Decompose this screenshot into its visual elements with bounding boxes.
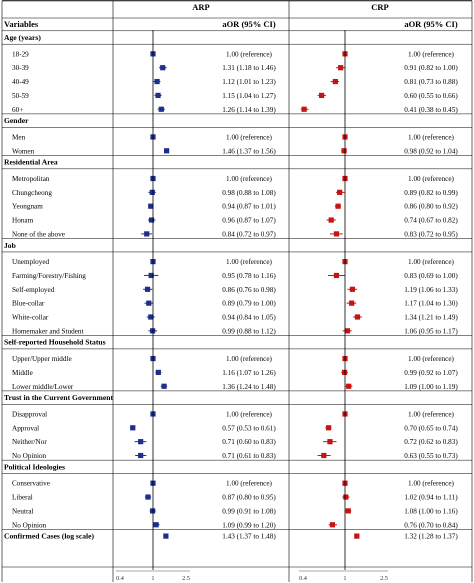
arp-value: 0.84 (0.72 to 0.97) <box>222 230 276 239</box>
crp-value: 1.02 (0.94 to 1.11) <box>404 493 458 502</box>
crp-point <box>341 148 346 153</box>
arp-value: 0.95 (0.78 to 1.16) <box>222 271 276 280</box>
arp-value: 0.94 (0.87 to 1.01) <box>222 202 276 211</box>
arp-value: 0.57 (0.53 to 0.61) <box>222 424 276 433</box>
arp-point <box>155 93 160 98</box>
arp-value: 1.00 (reference) <box>226 133 272 142</box>
crp-tick-label: 1 <box>343 575 347 582</box>
row-label: No Opinion <box>12 521 47 530</box>
crp-value: 0.83 (0.69 to 1.00) <box>404 271 458 280</box>
crp-value: 1.08 (1.00 to 1.16) <box>404 507 458 516</box>
crp-value: 1.17 (1.04 to 1.30) <box>404 299 458 308</box>
arp-value: 0.94 (0.84 to 1.05) <box>222 313 276 322</box>
crp-tick-label: 0.4 <box>299 575 307 582</box>
arp-value: 0.71 (0.61 to 0.83) <box>222 452 276 460</box>
arp-point <box>163 534 168 539</box>
crp-value: 0.99 (0.92 to 1.07) <box>404 368 458 377</box>
section-title: Job <box>4 240 16 250</box>
arp-point <box>138 453 143 458</box>
row-label: Women <box>12 147 35 156</box>
crp-value: 1.06 (0.95 to 1.17) <box>404 327 458 336</box>
section-title: Age (years) <box>4 33 41 42</box>
arp-point <box>130 425 135 430</box>
row-label: Blue-collar <box>12 299 45 308</box>
section-title: Self-reported Household Status <box>4 337 106 347</box>
row-label: Chungcheong <box>12 188 52 197</box>
crp-value: 1.00 (reference) <box>408 133 454 142</box>
arp-value: 0.86 (0.76 to 0.98) <box>222 285 276 294</box>
crp-value: 0.81 (0.73 to 0.88) <box>404 78 458 87</box>
arp-value: 1.12 (1.01 to 1.23) <box>222 78 276 87</box>
arp-value: 0.99 (0.88 to 1.12) <box>222 327 276 336</box>
row-label: 60+ <box>12 105 24 114</box>
crp-value: 0.74 (0.67 to 0.82) <box>404 216 458 225</box>
arp-point <box>148 204 153 209</box>
row-label: Approval <box>12 424 40 433</box>
row-label: Self-employed <box>12 285 55 294</box>
arp-value: 1.43 (1.37 to 1.48) <box>222 532 276 541</box>
arp-value: 1.16 (1.07 to 1.26) <box>222 368 276 377</box>
forest-rows <box>2 30 472 571</box>
crp-value: 1.19 (1.06 to 1.33) <box>404 285 458 294</box>
crp-value: 1.32 (1.28 to 1.37) <box>404 532 458 541</box>
arp-value: 1.46 (1.37 to 1.56) <box>222 147 276 156</box>
variables-header: Variables <box>4 19 39 29</box>
crp-point <box>345 328 350 333</box>
row-label: Conservative <box>12 479 50 488</box>
arp-point <box>164 148 169 153</box>
row-label: Neutral <box>12 507 34 516</box>
section-title: Political Ideologies <box>4 462 65 472</box>
row-label: Unemployed <box>12 258 50 267</box>
row-label: Disapproval <box>12 410 48 419</box>
arp-value: 1.26 (1.14 to 1.39) <box>222 105 276 114</box>
arp-point <box>145 494 150 499</box>
crp-value: 1.00 (reference) <box>408 410 454 419</box>
crp-value: 0.83 (0.72 to 0.95) <box>404 230 458 239</box>
crp-value: 1.09 (1.00 to 1.19) <box>404 382 458 391</box>
crp-value: 1.00 (reference) <box>408 258 454 267</box>
row-label: 30-39 <box>12 64 29 73</box>
crp-point <box>335 204 340 209</box>
crp-panel-title: CRP <box>371 2 389 12</box>
crp-point <box>321 453 326 458</box>
summary-title: Confirmed Cases (log scale) <box>4 531 95 541</box>
arp-value: 1.00 (reference) <box>226 479 272 488</box>
row-label: No Opinion <box>12 452 47 460</box>
crp-point <box>302 107 307 112</box>
crp-value: 1.00 (reference) <box>408 50 454 59</box>
crp-point <box>319 93 324 98</box>
crp-value: 0.98 (0.92 to 1.04) <box>404 147 458 156</box>
crp-point <box>338 65 343 70</box>
row-label: Honam <box>12 216 34 225</box>
arp-value: 1.00 (reference) <box>226 355 272 364</box>
arp-point <box>159 107 164 112</box>
row-label: 40-49 <box>12 78 29 87</box>
crp-point <box>350 287 355 292</box>
arp-point <box>144 231 149 236</box>
section-title: Residential Area <box>4 157 58 167</box>
arp-point <box>138 439 143 444</box>
crp-value: 1.00 (reference) <box>408 479 454 488</box>
row-label: Neither/Nor <box>12 438 47 447</box>
arp-point <box>150 190 155 195</box>
row-label: Men <box>12 133 26 142</box>
arp-value: 1.00 (reference) <box>226 50 272 59</box>
arp-tick-label: 2.5 <box>182 575 190 582</box>
arp-point <box>148 314 153 319</box>
section-title: Trust in the Current Government <box>4 393 113 403</box>
crp-value: 1.34 (1.21 to 1.49) <box>404 313 458 322</box>
arp-value: 0.98 (0.88 to 1.08) <box>222 188 276 197</box>
crp-value: 0.76 (0.70 to 0.84) <box>404 521 458 530</box>
arp-value: 0.99 (0.91 to 1.08) <box>222 507 276 516</box>
row-label: Lower middle/Lower <box>12 382 74 391</box>
arp-value: 0.71 (0.60 to 0.83) <box>222 438 276 447</box>
row-label: Farming/Forestry/Fishing <box>12 271 86 280</box>
arp-value: 0.87 (0.80 to 0.95) <box>222 493 276 502</box>
arp-value: 1.15 (1.04 to 1.27) <box>222 91 276 100</box>
row-label: Metropolitan <box>12 175 50 183</box>
crp-value: 0.72 (0.62 to 0.83) <box>404 438 458 447</box>
arp-point <box>146 301 151 306</box>
crp-value: 0.91 (0.82 to 1.00) <box>404 64 458 73</box>
row-label: Homemaker and Student <box>12 327 84 336</box>
crp-point <box>334 273 339 278</box>
arp-value: 1.31 (1.18 to 1.46) <box>222 64 276 73</box>
row-label: Middle <box>12 368 33 377</box>
arp-point <box>156 370 161 375</box>
arp-value: 1.00 (reference) <box>226 258 272 267</box>
crp-value: 0.41 (0.38 to 0.45) <box>404 105 458 114</box>
crp-point <box>327 439 332 444</box>
crp-value: 1.00 (reference) <box>408 175 454 183</box>
arp-point <box>145 287 150 292</box>
row-label: White-collar <box>12 313 49 322</box>
section-title: Gender <box>4 116 29 126</box>
arp-value: 1.09 (0.99 to 1.20) <box>222 521 276 530</box>
crp-point <box>337 190 342 195</box>
crp-value: 0.86 (0.80 to 0.92) <box>404 202 458 211</box>
arp-point <box>160 65 165 70</box>
arp-aor-header: aOR (95% CI) <box>222 19 276 29</box>
crp-point <box>343 494 348 499</box>
arp-value: 0.96 (0.87 to 1.07) <box>222 216 276 225</box>
arp-point <box>161 384 166 389</box>
arp-point <box>154 522 159 527</box>
arp-value: 1.36 (1.24 to 1.48) <box>222 382 276 391</box>
arp-panel-title: ARP <box>192 2 210 12</box>
arp-value: 1.00 (reference) <box>226 410 272 419</box>
crp-aor-header: aOR (95% CI) <box>404 19 458 29</box>
crp-point <box>326 425 331 430</box>
arp-tick-label: 1 <box>151 575 155 582</box>
crp-point <box>354 534 359 539</box>
crp-value: 0.70 (0.65 to 0.74) <box>404 424 458 433</box>
row-label: Upper/Upper middle <box>12 355 72 364</box>
crp-tick-label: 2.5 <box>380 575 388 582</box>
crp-point <box>346 508 351 513</box>
arp-point <box>154 79 159 84</box>
crp-point <box>342 370 347 375</box>
crp-point <box>349 301 354 306</box>
crp-value: 1.00 (reference) <box>408 355 454 364</box>
crp-point <box>346 384 351 389</box>
row-label: Liberal <box>12 493 33 502</box>
crp-value: 0.89 (0.82 to 0.99) <box>404 188 458 197</box>
crp-point <box>330 522 335 527</box>
arp-value: 1.00 (reference) <box>226 175 272 183</box>
row-label: None of the above <box>12 230 65 239</box>
row-label: 50-59 <box>12 91 29 100</box>
crp-value: 0.60 (0.55 to 0.66) <box>404 91 458 100</box>
arp-value: 0.89 (0.79 to 1.00) <box>222 299 276 308</box>
crp-value: 0.63 (0.55 to 0.73) <box>404 452 458 460</box>
arp-tick-label: 0.4 <box>116 575 124 582</box>
row-label: 18-29 <box>12 50 29 59</box>
crp-point <box>329 217 334 222</box>
row-label: Yeongnam <box>12 202 43 211</box>
crp-point <box>355 314 360 319</box>
crp-point <box>334 231 339 236</box>
crp-point <box>333 79 338 84</box>
